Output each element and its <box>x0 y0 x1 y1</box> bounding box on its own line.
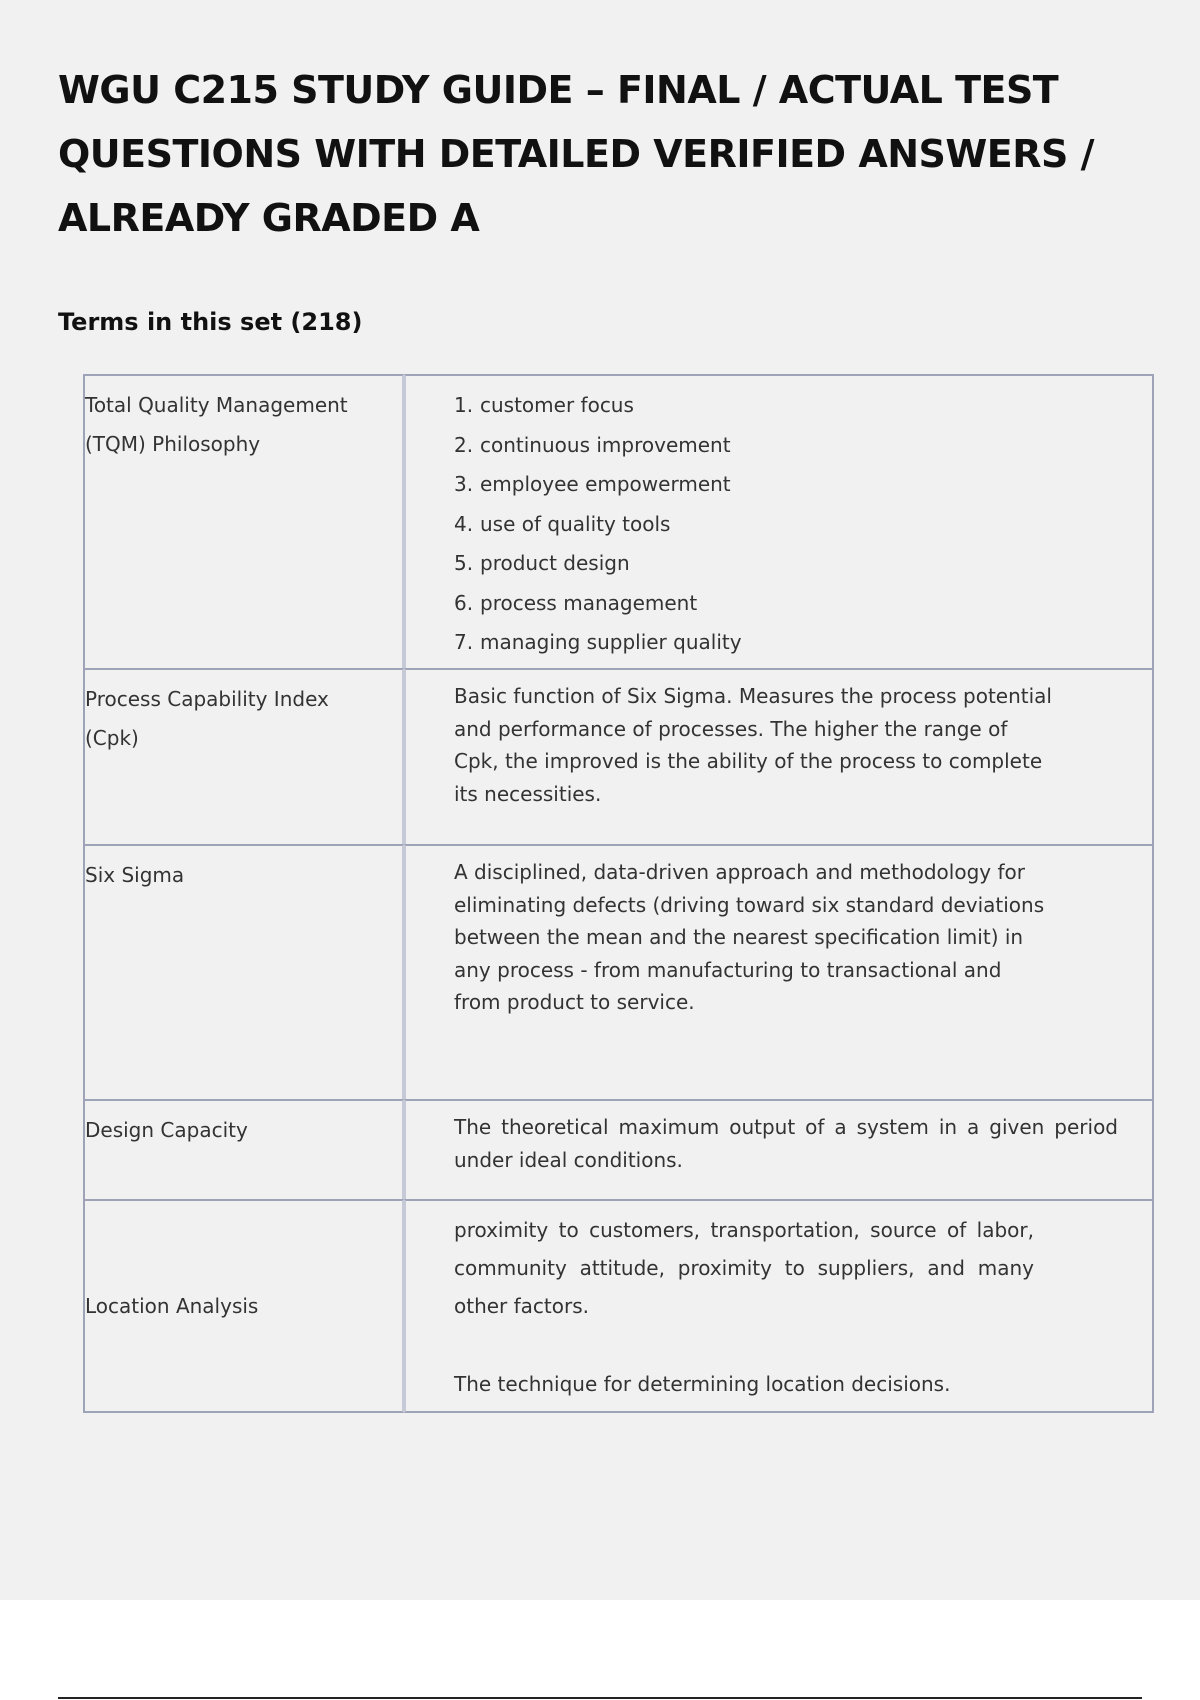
term-text: Total Quality Management (TQM) Philosophy <box>85 393 348 456</box>
table-row <box>83 844 1154 1099</box>
list-text: customer focus <box>480 393 634 417</box>
table-row <box>83 374 1154 668</box>
table-row <box>83 1199 1154 1413</box>
list-text: process management <box>480 590 698 615</box>
definition-cell <box>404 1199 1154 1413</box>
definition-text: The theoretical maximum output of a system in a given period under ideal conditions. <box>454 1115 1118 1172</box>
list-number: 2. <box>454 432 474 457</box>
list-number: 4. <box>454 511 474 536</box>
list-text: employee empowerment <box>480 472 731 496</box>
term-text: Six Sigma <box>85 863 185 887</box>
list-text: managing supplier quality <box>480 630 742 654</box>
term-cell <box>83 374 404 668</box>
table-row <box>83 1099 1154 1199</box>
list-item <box>454 386 1118 426</box>
page-title: WGU C215 STUDY GUIDE – FINAL / ACTUAL TEST QUESTIONS WITH DETAILED VERIFIED ANSWERS / ALREADY GRADED A <box>58 68 1095 240</box>
footer-divider <box>58 1697 1142 1699</box>
definition-list <box>454 386 1118 663</box>
table-row <box>83 668 1154 844</box>
terms-count-heading: Terms in this set (218) <box>58 308 363 336</box>
term-cell <box>83 668 404 844</box>
definition-cell <box>404 374 1154 668</box>
term-cell <box>83 844 404 1099</box>
list-number: 7. <box>454 630 474 654</box>
terms-table <box>83 374 1154 1413</box>
term-cell <box>83 1199 404 1413</box>
definition-text: proximity to customers, transportation, source of labor, community attitude, proximity to suppliers, and many other factors. <box>454 1218 1034 1318</box>
list-text: use of quality tools <box>480 511 671 536</box>
list-item <box>454 505 1118 545</box>
definition-cell <box>404 844 1154 1099</box>
list-text: continuous improvement <box>480 432 731 457</box>
term-text: Process Capability Index (Cpk) <box>85 687 329 750</box>
list-number: 1. <box>454 393 474 417</box>
list-number: 3. <box>454 472 474 496</box>
term-cell <box>83 1099 404 1199</box>
term-text: Design Capacity <box>85 1118 248 1142</box>
definition-text: A disciplined, data-driven approach and methodology for eliminating defects (driving toward six standard deviations between the mean and the nearest specification limit) in any process - from manufacturing to transactional and from product to service. <box>454 860 1045 1014</box>
definition-cell <box>404 668 1154 844</box>
definition-cell <box>404 1099 1154 1199</box>
list-item <box>454 426 1118 466</box>
list-item <box>454 465 1118 505</box>
list-item <box>454 544 1118 584</box>
definition-text-secondary: The technique for determining location decisions. <box>454 1372 951 1396</box>
list-item <box>454 623 1118 663</box>
list-item <box>454 584 1118 624</box>
list-text: product design <box>480 551 630 575</box>
list-number: 6. <box>454 590 474 615</box>
term-text: Location Analysis <box>85 1293 259 1318</box>
paragraph-gap <box>454 1325 1118 1365</box>
list-number: 5. <box>454 551 474 575</box>
definition-text: Basic function of Six Sigma. Measures the process potential and performance of processes. The higher the range of Cpk, the improved is the ability of the process to complete its necessities. <box>454 684 1052 806</box>
